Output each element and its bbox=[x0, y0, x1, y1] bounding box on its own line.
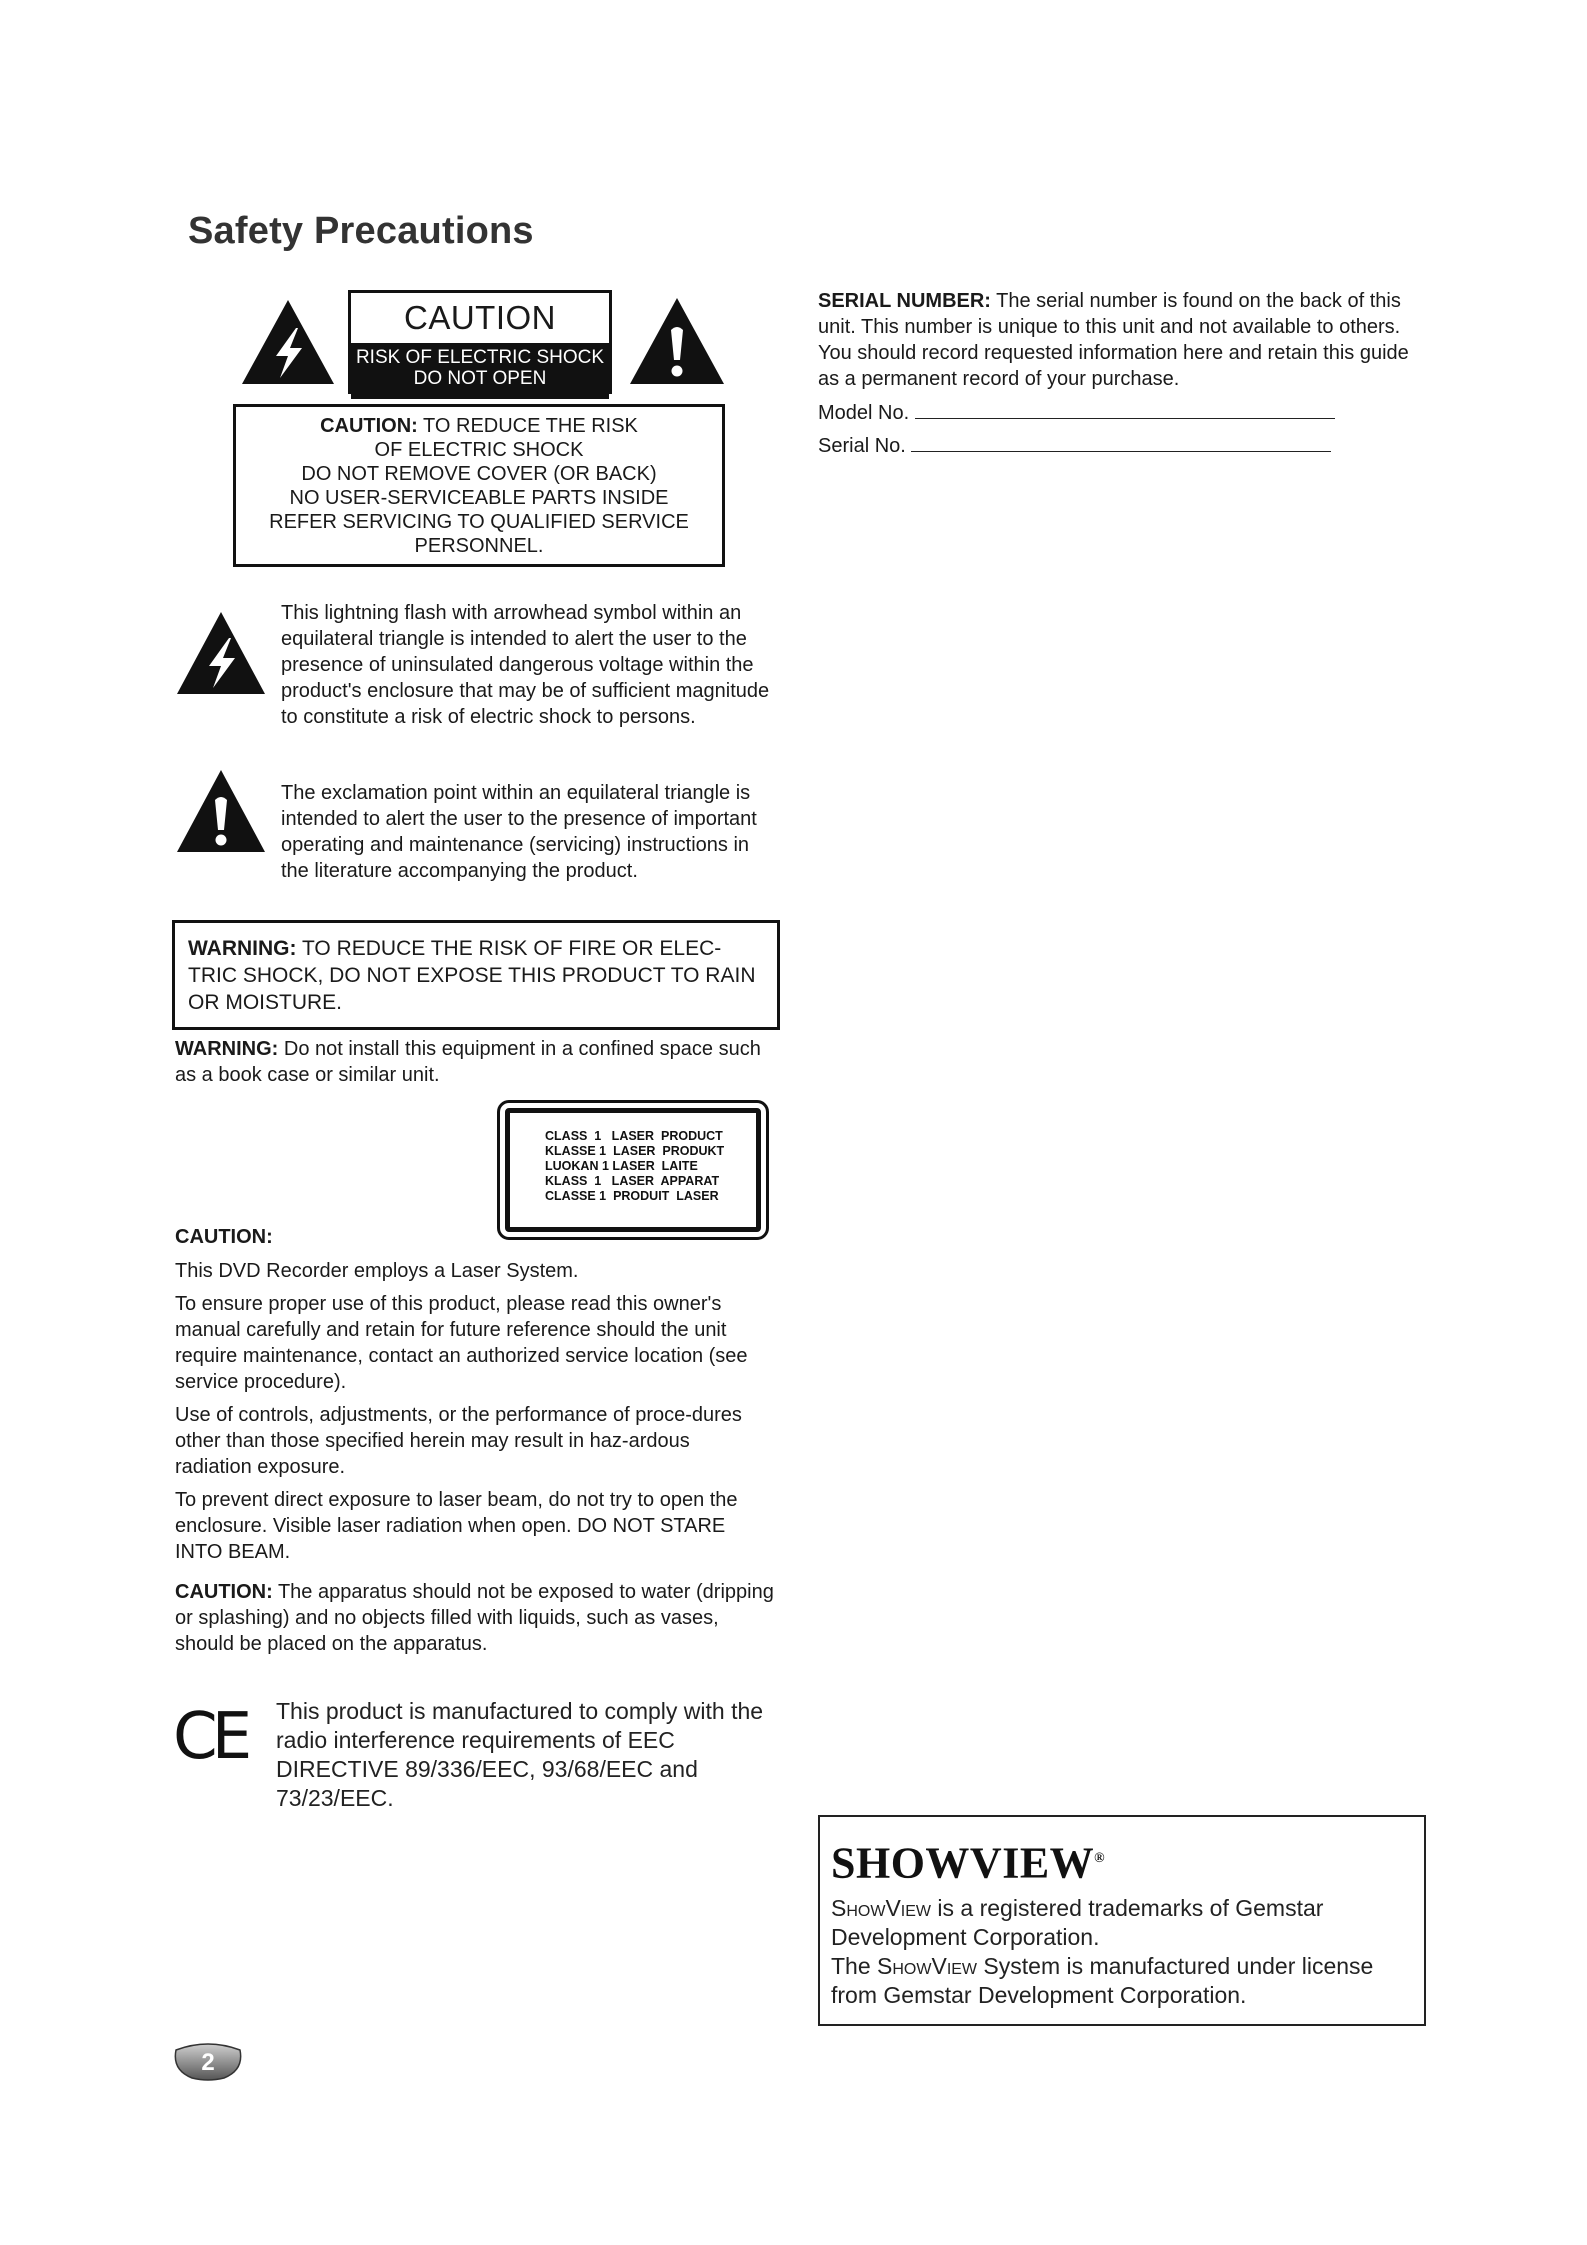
caution-notice-line2: OF ELECTRIC SHOCK bbox=[374, 439, 584, 461]
laser-line3: LUOKAN 1 LASER LAITE bbox=[545, 1159, 698, 1173]
serial-number-label: Serial No. bbox=[818, 435, 906, 457]
caution-paragraph-1: This DVD Recorder employs a Laser System. bbox=[175, 1260, 579, 1282]
page-title: Safety Precautions bbox=[188, 210, 534, 252]
warning2-text: Do not install this equipment in a confined space such as a book case or similar unit. bbox=[175, 1038, 761, 1086]
caution-paragraph-5 bbox=[175, 1579, 775, 1657]
lightning-symbol-icon bbox=[175, 610, 267, 696]
caution-heading: CAUTION: bbox=[175, 1226, 273, 1248]
serial-number-info bbox=[818, 288, 1428, 392]
caution-p5-text: The apparatus should not be exposed to water (dripping or splashing) and no objects filled with liquids, such as vases, should be placed on the apparatus. bbox=[175, 1581, 774, 1655]
showview-brand-1: ShowView bbox=[831, 1894, 932, 1921]
caution-notice-line5: REFER SERVICING TO QUALIFIED SERVICE bbox=[269, 511, 689, 533]
exclamation-symbol-description: The exclamation point within an equilateral triangle is intended to alert the user to the presence of important operating and maintenance (servicing) instructions in the literature accompanying the product. bbox=[281, 782, 757, 882]
laser-product-label bbox=[497, 1100, 769, 1240]
laser-line4: KLASS 1 LASER APPARAT bbox=[545, 1174, 720, 1188]
showview-logo bbox=[831, 1835, 1424, 1888]
caution-label-line2: DO NOT OPEN bbox=[413, 368, 547, 389]
caution-label-line1: RISK OF ELECTRIC SHOCK bbox=[355, 347, 605, 368]
caution-label-warning bbox=[351, 343, 609, 399]
ce-mark-icon: CE bbox=[173, 1700, 247, 1774]
showview-line2b: System is manufactured under license from Gemstar Development Corporation. bbox=[831, 1952, 1374, 2008]
serial-bold: SERIAL NUMBER: bbox=[818, 290, 991, 312]
caution-notice-bold: CAUTION: bbox=[320, 415, 418, 437]
caution-p5-bold: CAUTION: bbox=[175, 1581, 273, 1603]
showview-line2a: The bbox=[831, 1952, 878, 1979]
serial-number-line bbox=[911, 433, 1331, 452]
exclamation-warning-icon bbox=[628, 296, 726, 386]
exclamation-symbol-icon bbox=[175, 768, 267, 854]
caution-label-title: CAUTION bbox=[404, 299, 556, 336]
warning-text: TO REDUCE THE RISK OF FIRE OR ELEC-TRIC SHOCK, DO NOT EXPOSE THIS PRODUCT TO RAIN OR MOISTURE. bbox=[188, 937, 756, 1014]
warning2-bold: WARNING: bbox=[175, 1038, 279, 1060]
showview-text bbox=[831, 1894, 1424, 2010]
caution-paragraph-3: Use of controls, adjustments, or the performance of proce-dures other than those specified herein may result in haz-ardous radiation exposure. bbox=[175, 1404, 742, 1478]
warning-moisture-box bbox=[172, 920, 780, 1030]
model-number-line bbox=[915, 400, 1335, 419]
showview-brand-2: ShowView bbox=[877, 1952, 978, 1979]
showview-registered-mark: ® bbox=[1094, 1851, 1106, 1866]
caution-notice-line4: NO USER-SERVICEABLE PARTS INSIDE bbox=[289, 487, 669, 509]
ce-compliance-text: This product is manufactured to comply with the radio interference requirements of EEC DIRECTIVE 89/336/EEC, 93/68/EEC and 73/23/EEC. bbox=[276, 1698, 764, 1811]
caution-paragraph-2: To ensure proper use of this product, please read this owner's manual carefully and retain for future reference should the unit require maintenance, contact an authorized service location (see service procedure). bbox=[175, 1293, 748, 1393]
showview-logo-text: SHOWVIEW bbox=[831, 1838, 1095, 1888]
laser-product-label-inner bbox=[505, 1108, 761, 1232]
caution-notice-line1 bbox=[236, 414, 722, 438]
caution-notice-text1: TO REDUCE THE RISK bbox=[417, 415, 638, 437]
laser-line5: CLASSE 1 PRODUIT LASER bbox=[545, 1189, 719, 1203]
lightning-warning-icon bbox=[240, 298, 336, 386]
showview-trademark-box bbox=[818, 1815, 1426, 2026]
caution-notice-line3: DO NOT REMOVE COVER (OR BACK) bbox=[301, 463, 657, 485]
laser-line1: CLASS 1 LASER PRODUCT bbox=[545, 1129, 723, 1143]
showview-line1: is a registered trademarks of Gemstar Development Corporation. bbox=[831, 1894, 1324, 1950]
warning-bold: WARNING: bbox=[188, 937, 297, 960]
page-number: 2 bbox=[201, 2049, 215, 2076]
laser-line2: KLASSE 1 LASER PRODUKT bbox=[545, 1144, 725, 1158]
model-number-field bbox=[818, 400, 1335, 425]
model-number-label: Model No. bbox=[818, 402, 910, 424]
caution-paragraph-4: To prevent direct exposure to laser beam, do not try to open the enclosure. Visible laser radiation when open. DO NOT STARE INTO BEAM. bbox=[175, 1489, 738, 1563]
page-number-badge bbox=[172, 2040, 244, 2082]
caution-notice-box bbox=[233, 404, 725, 567]
caution-label bbox=[348, 290, 612, 394]
lightning-symbol-description: This lightning flash with arrowhead symbol within an equilateral triangle is intended to alert the user to the presence of uninsulated dangerous voltage within the product's enclosure that may be of sufficient magnitude to constitute a risk of electric shock to persons. bbox=[281, 602, 770, 728]
warning-confined-space bbox=[175, 1036, 775, 1088]
caution-notice-line6: PERSONNEL. bbox=[414, 535, 544, 557]
serial-number-field bbox=[818, 433, 1331, 458]
serial-text: The serial number is found on the back of this unit. This number is unique to this unit and not available to others. You should record requested information here and retain this guide as a permanent record of your purchase. bbox=[818, 290, 1409, 390]
